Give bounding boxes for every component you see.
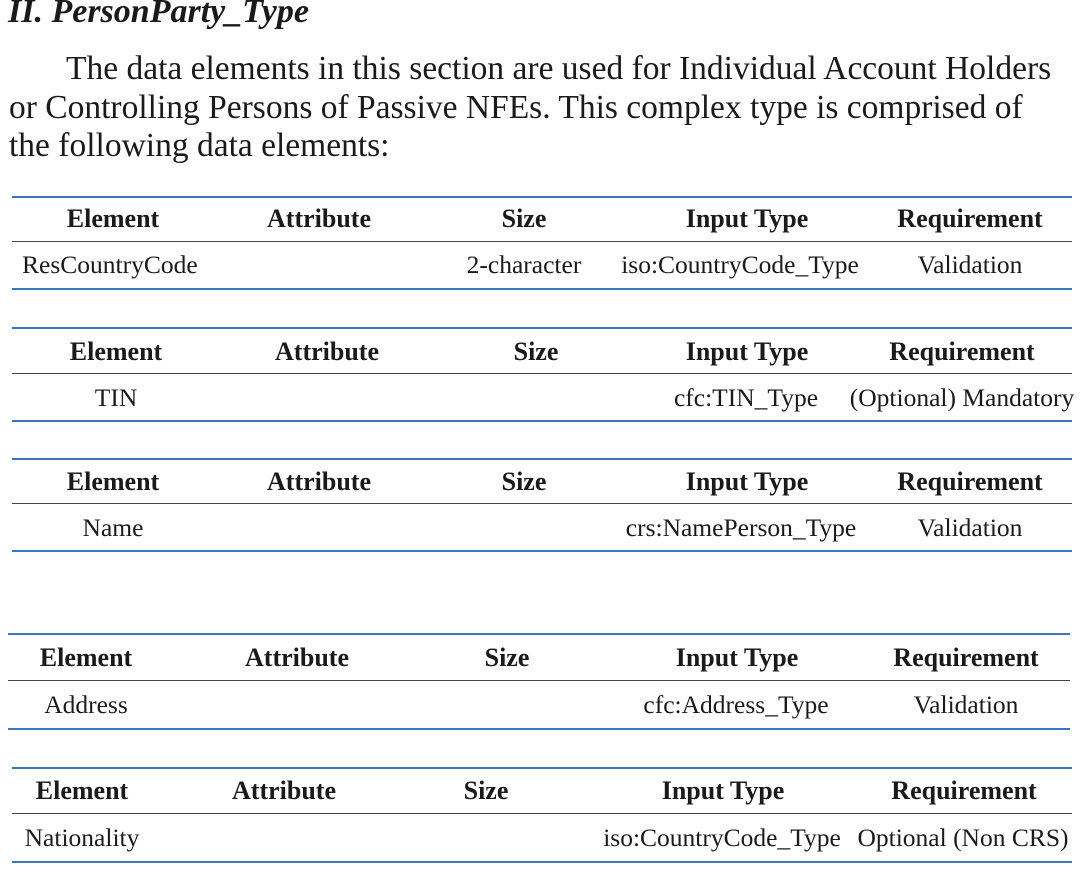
- intro-paragraph: [9, 50, 1077, 166]
- cell-element: Nationality: [24, 823, 140, 852]
- table-bottom-rule: [12, 550, 1072, 552]
- header-element: Element: [66, 204, 160, 233]
- table-name: [12, 458, 1072, 554]
- header-element: Element: [39, 643, 133, 672]
- table-bottom-rule: [12, 288, 1072, 290]
- table-header-rule: [8, 680, 1070, 681]
- cell-requirement: Validation: [917, 513, 1023, 542]
- cell-requirement: Validation: [917, 250, 1023, 279]
- intro-line-1: The data elements in this section are used for Individual Account Holders: [66, 50, 1052, 87]
- header-attribute: Attribute: [232, 776, 336, 805]
- cell-element: Address: [44, 690, 128, 719]
- header-size: Size: [501, 467, 547, 496]
- cell-requirement: Validation: [913, 690, 1019, 719]
- table-header-rule: [12, 503, 1072, 504]
- header-element: Element: [35, 776, 129, 805]
- cell-input-type: cfc:Address_Type: [643, 690, 829, 719]
- cell-size: 2-character: [466, 250, 582, 279]
- table-bottom-rule: [12, 861, 1072, 863]
- cell-element: Name: [82, 513, 144, 542]
- header-requirement: Requirement: [893, 643, 1039, 672]
- cell-requirement: Optional (Non CRS): [857, 823, 1069, 852]
- cell-input-type: iso:CountryCode_Type: [621, 250, 859, 279]
- table-header-rule: [12, 813, 1072, 814]
- table-bottom-rule: [8, 728, 1070, 730]
- table-header-rule: [12, 373, 1072, 374]
- header-attribute: Attribute: [275, 337, 379, 366]
- header-attribute: Attribute: [267, 204, 371, 233]
- table-top-rule: [12, 327, 1072, 329]
- table-rescountrycode: [12, 196, 1072, 292]
- intro-line-2: or Controlling Persons of Passive NFEs. This complex type is comprised of: [9, 88, 1023, 126]
- table-top-rule: [8, 633, 1070, 635]
- header-element: Element: [69, 337, 163, 366]
- cell-element: TIN: [94, 383, 138, 412]
- table-bottom-rule: [12, 420, 1072, 422]
- cell-input-type: iso:CountryCode_Type: [603, 823, 841, 852]
- cell-input-type: cfc:TIN_Type: [673, 383, 819, 412]
- header-requirement: Requirement: [897, 467, 1043, 496]
- table-address: [8, 633, 1070, 731]
- cell-input-type: crs:NamePerson_Type: [625, 513, 857, 542]
- header-input-type: Input Type: [685, 467, 809, 496]
- intro-line-3: the following data elements:: [9, 127, 390, 164]
- cell-requirement: (Optional) Mandatory: [849, 383, 1075, 412]
- header-input-type: Input Type: [685, 337, 809, 366]
- header-attribute: Attribute: [245, 643, 349, 672]
- header-attribute: Attribute: [267, 467, 371, 496]
- table-tin: [12, 327, 1075, 423]
- header-size: Size: [484, 643, 530, 672]
- header-size: Size: [463, 776, 509, 805]
- header-input-type: Input Type: [675, 643, 799, 672]
- table-header-rule: [12, 241, 1072, 242]
- header-size: Size: [501, 204, 547, 233]
- header-requirement: Requirement: [891, 776, 1037, 805]
- table-top-rule: [12, 458, 1072, 460]
- section-heading: II. PersonParty_Type: [8, 0, 309, 30]
- header-requirement: Requirement: [897, 204, 1043, 233]
- header-size: Size: [513, 337, 559, 366]
- cell-element: ResCountryCode: [22, 250, 198, 279]
- header-requirement: Requirement: [889, 337, 1035, 366]
- header-input-type: Input Type: [661, 776, 785, 805]
- header-input-type: Input Type: [685, 204, 809, 233]
- table-top-rule: [12, 767, 1072, 769]
- header-element: Element: [66, 467, 160, 496]
- table-top-rule: [12, 196, 1072, 198]
- table-nationality: [12, 767, 1072, 865]
